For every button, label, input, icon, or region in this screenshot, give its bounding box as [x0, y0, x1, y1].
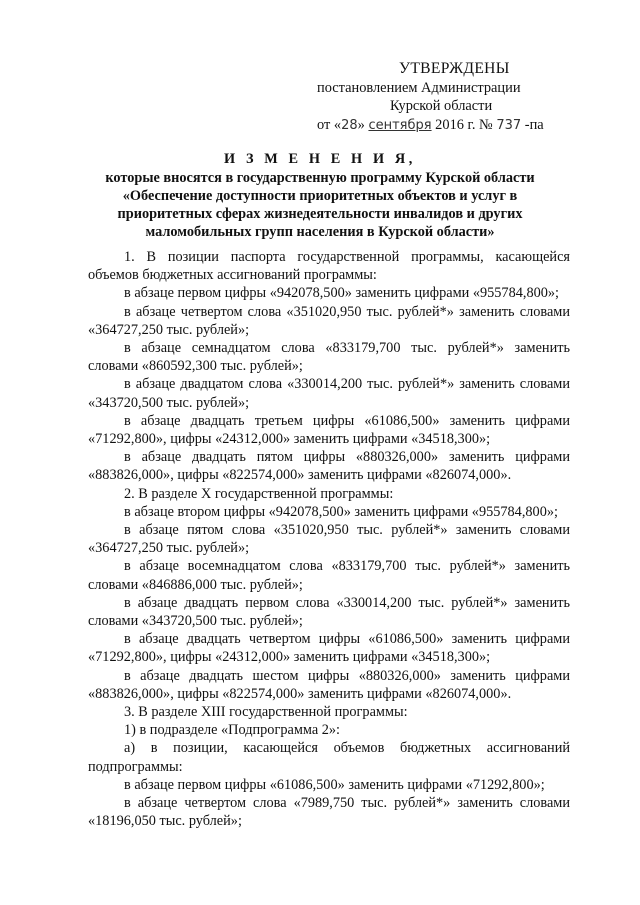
approval-date-line: [313, 116, 583, 136]
paragraph: в абзаце четвертом слова «7989,750 тыс. рублей*» заменить словами «18196,050 тыс. рублей»;: [88, 795, 570, 830]
paragraph: в абзаце двадцатом слова «330014,200 тыс. рублей*» заменить словами «343720,500 тыс. рублей»;: [88, 376, 570, 411]
paragraph: в абзаце двадцать четвертом цифры «61086,500» заменить цифрами «71292,800», цифры «24312,000» заменить цифрами «34518,300»;: [88, 631, 570, 666]
paragraph: в абзаце втором цифры «942078,500» заменить цифрами «955784,800»;: [124, 503, 558, 520]
paragraph: 2. В разделе X государственной программы:: [124, 485, 394, 502]
paragraph: в абзаце пятом слова «351020,950 тыс. рублей*» заменить словами «364727,250 тыс. рублей»;: [88, 522, 570, 557]
heading-title: И З М Е Н Е Н И Я,: [224, 151, 416, 167]
approval-issuer: постановлением Администрации: [317, 79, 521, 96]
number-suffix: -па: [521, 116, 544, 133]
paragraph: в абзаце первом цифры «942078,500» заменить цифрами «955784,800»;: [124, 285, 560, 302]
heading-line: маломобильных групп населения в Курской области»: [145, 224, 495, 240]
paragraph: 1. В позиции паспорта государственной программы, касающейся объемов бюджетных ассигнований программы:: [88, 249, 570, 284]
document-heading: [88, 150, 552, 241]
paragraph: в абзаце двадцать шестом цифры «880326,000» заменить цифрами «883826,000», цифры «822574,000» заменить цифрами «826074,000».: [88, 667, 570, 702]
approval-region: Курской области: [390, 98, 493, 114]
paragraph: в абзаце четвертом слова «351020,950 тыс. рублей*» заменить словами «364727,250 тыс. рублей»;: [88, 303, 570, 338]
paragraph: в абзаце двадцать первом слова «330014,200 тыс. рублей*» заменить словами «343720,500 тыс. рублей»;: [88, 594, 570, 630]
paragraph: а) в позиции, касающейся объемов бюджетных ассигнований подпрограммы:: [88, 740, 570, 775]
document-body: [88, 248, 570, 831]
paragraph: в абзаце восемнадцатом слова «833179,700 тыс. рублей*» заменить словами «846886,000 тыс. рублей»;: [88, 558, 570, 593]
document-number: 737: [496, 117, 522, 133]
paragraph: в абзаце семнадцатом слова «833179,700 тыс. рублей*» заменить словами «860592,300 тыс. рублей»;: [88, 340, 570, 375]
paragraph: в абзаце первом цифры «61086,500» заменить цифрами «71292,800»;: [124, 776, 545, 793]
date-day: 28: [341, 117, 358, 133]
date-month: сентября: [368, 117, 432, 133]
paragraph: 3. В разделе XIII государственной программы:: [124, 704, 408, 721]
paragraph: 1) в подразделе «Подпрограмма 2»:: [124, 722, 341, 739]
date-mid: »: [357, 116, 369, 133]
paragraph: в абзаце двадцать третьем цифры «61086,500» заменить цифрами «71292,800», цифры «24312,000» заменить цифрами «34518,300»;: [88, 412, 570, 448]
approval-title: УТВЕРЖДЕНЫ: [399, 60, 510, 77]
heading-line: которые вносятся в государственную программу Курской области: [105, 170, 535, 186]
approval-block: [313, 60, 583, 135]
date-year: 2016 г. №: [431, 116, 497, 133]
heading-line: приоритетных сферах жизнедеятельности инвалидов и других: [117, 206, 523, 222]
paragraph: в абзаце двадцать пятом цифры «880326,000» заменить цифрами «883826,000», цифры «822574,000» заменить цифрами «826074,000».: [88, 449, 570, 484]
date-prefix: от «: [317, 116, 342, 133]
heading-line: «Обеспечение доступности приоритетных объектов и услуг в: [122, 188, 518, 204]
